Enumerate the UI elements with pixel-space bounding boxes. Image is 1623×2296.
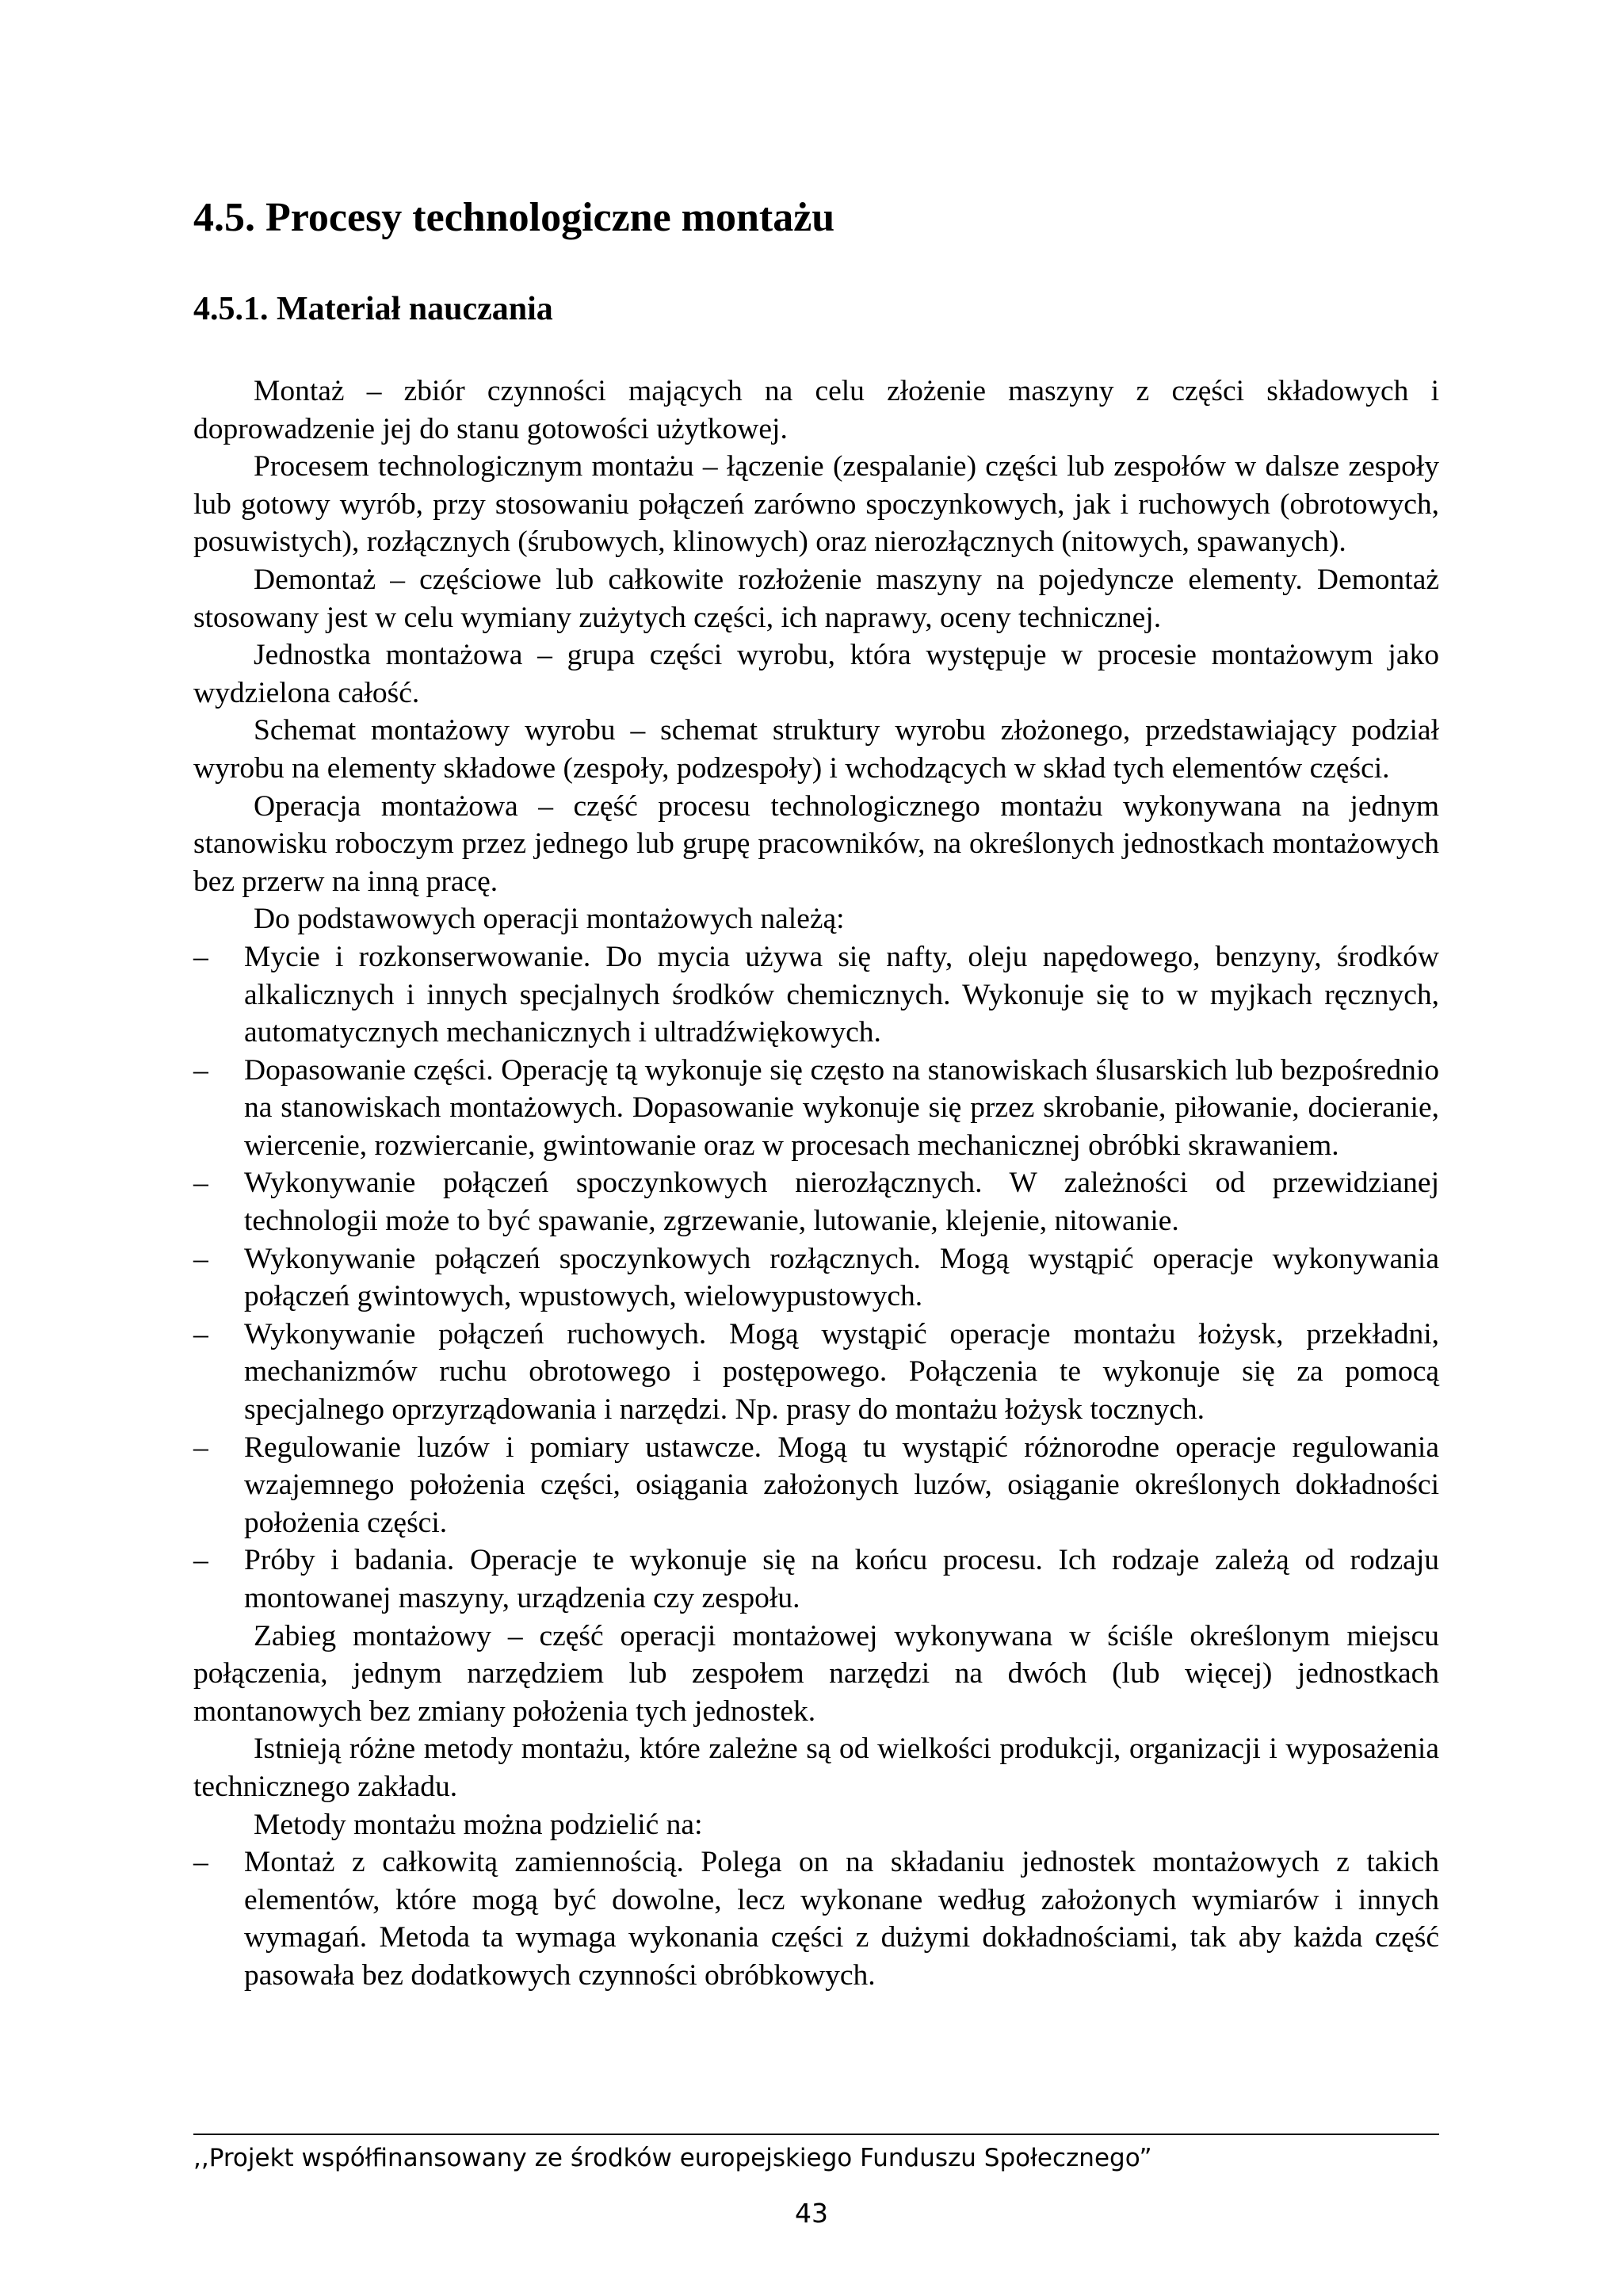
footer-divider <box>193 2134 1439 2135</box>
list-item <box>193 938 1439 1052</box>
paragraph: Do podstawowych operacji montażowych należą: <box>254 903 845 936</box>
list-item-text: Regulowanie luzów i pomiary ustawcze. Mogą tu wystąpić różnorodne operacje regulowania wzajemnego położenia części, osiągania założonych luzów, osiąganie określonych dokładności położenia części. <box>244 1431 1439 1539</box>
list-item <box>193 1316 1439 1429</box>
paragraph: Metody montażu można podzielić na: <box>254 1808 703 1841</box>
dash-marker: – <box>193 1053 208 1087</box>
dash-marker: – <box>193 1544 208 1577</box>
methods-list <box>193 1843 1439 1994</box>
paragraph: Demontaż – częściowe lub całkowite rozłożenie maszyny na pojedyncze elementy. Demontaż stosowany jest w celu wymiany zużytych części, ich naprawy, oceny technicznej. <box>193 563 1439 634</box>
list-item <box>193 1843 1439 1994</box>
operations-list <box>193 938 1439 1618</box>
paragraph: Istnieją różne metody montażu, które zależne są od wielkości produkcji, organizacji i wyposażenia technicznego zakładu. <box>193 1733 1439 1803</box>
list-item <box>193 1052 1439 1165</box>
list-item-text: Próby i badania. Operacje te wykonuje się na końcu procesu. Ich rodzaje zależą od rodzaju montowanej maszyny, urządzenia czy zespołu. <box>244 1544 1439 1614</box>
dash-marker: – <box>193 1431 208 1464</box>
subsection-heading: 4.5.1. Materiał nauczania <box>193 291 553 327</box>
paragraph: Procesem technologicznym montażu – łączenie (zespalanie) części lub zespołów w dalsze zespoły lub gotowy wyrób, przy stosowaniu połączeń zarówno spoczynkowych, jak i ruchowych (obrotowych, posuwistych), rozłącznych (śrubowych, klinowych) oraz nierozłącznych (nitowych, spawanych). <box>193 450 1439 559</box>
list-item <box>193 1240 1439 1316</box>
dash-marker: – <box>193 1846 208 1879</box>
list-item <box>193 1164 1439 1240</box>
paragraph: Montaż – zbiór czynności mających na celu złożenie maszyny z części składowych i doprowadzenie jej do stanu gotowości użytkowej. <box>193 375 1439 445</box>
page-number: 43 <box>795 2198 828 2229</box>
list-item-text: Dopasowanie części. Operację tą wykonuje się często na stanowiskach ślusarskich lub bezpośrednio na stanowiskach montażowych. Dopasowanie wykonuje się przez skrobanie, piłowanie, docieranie, wiercenie, rozwiercanie, gwintowanie oraz w procesach mechanicznej obróbki skrawaniem. <box>244 1053 1439 1162</box>
list-item <box>193 1541 1439 1617</box>
paragraph: Operacja montażowa – część procesu technologicznego montażu wykonywana na jednym stanowisku roboczym przez jednego lub grupę pracowników, na określonych jednostkach montażowych bez przerw na inną pracę. <box>193 789 1439 898</box>
paragraph: Zabieg montażowy – część operacji montażowej wykonywana w ściśle określonym miejscu połączenia, jednym narzędziem lub zespołem narzędzi na dwóch (lub więcej) jednostkach montanowych bez zmiany położenia tych jednostek. <box>193 1619 1439 1728</box>
list-item-text: Wykonywanie połączeń spoczynkowych nierozłącznych. W zależności od przewidzianej technologii może to być spawanie, zgrzewanie, lutowanie, klejenie, nitowanie. <box>244 1167 1439 1238</box>
list-item <box>193 1429 1439 1542</box>
list-item-text: Wykonywanie połączeń spoczynkowych rozłącznych. Mogą wystąpić operacje wykonywania połączeń gwintowych, wpustowych, wielowypustowych. <box>244 1242 1439 1313</box>
paragraph: Schemat montażowy wyrobu – schemat struktury wyrobu złożonego, przedstawiający podział wyrobu na elementy składowe (zespoły, podzespoły) i wchodzących w skład tych elementów części. <box>193 714 1439 785</box>
dash-marker: – <box>193 1242 208 1275</box>
dash-marker: – <box>193 940 208 973</box>
dash-marker: – <box>193 1317 208 1350</box>
list-item-text: Montaż z całkowitą zamiennością. Polega on na składaniu jednostek montażowych z takich elementów, które mogą być dowolne, lecz wykonane według założonych wymiarów i innych wymagań. Metoda ta wymaga wykonania części z dużymi dokładnościami, tak aby każda część pasowała bez dodatkowych czynności obróbkowych. <box>244 1846 1439 1992</box>
dash-marker: – <box>193 1167 208 1200</box>
section-heading: 4.5. Procesy technologiczne montażu <box>193 195 835 240</box>
paragraph: Jednostka montażowa – grupa części wyrobu, która występuje w procesie montażowym jako wydzielona całość. <box>193 639 1439 709</box>
footer-text: ,,Projekt współfinansowany ze środków europejskiego Funduszu Społecznego” <box>193 2144 1152 2172</box>
body-text <box>193 372 1439 1995</box>
list-item-text: Wykonywanie połączeń ruchowych. Mogą wystąpić operacje montażu łożysk, przekładni, mechanizmów ruchu obrotowego i postępowego. Połączenia te wykonuje się za pomocą specjalnego oprzyrządowania i narzędzi. Np. prasy do montażu łożysk tocznych. <box>244 1317 1439 1427</box>
list-item-text: Mycie i rozkonserwowanie. Do mycia używa się nafty, oleju napędowego, benzyny, środków alkalicznych i innych specjalnych środków chemicznych. Wykonuje się to w myjkach ręcznych, automatycznych mechanicznych i ultradźwiękowych. <box>244 940 1439 1049</box>
